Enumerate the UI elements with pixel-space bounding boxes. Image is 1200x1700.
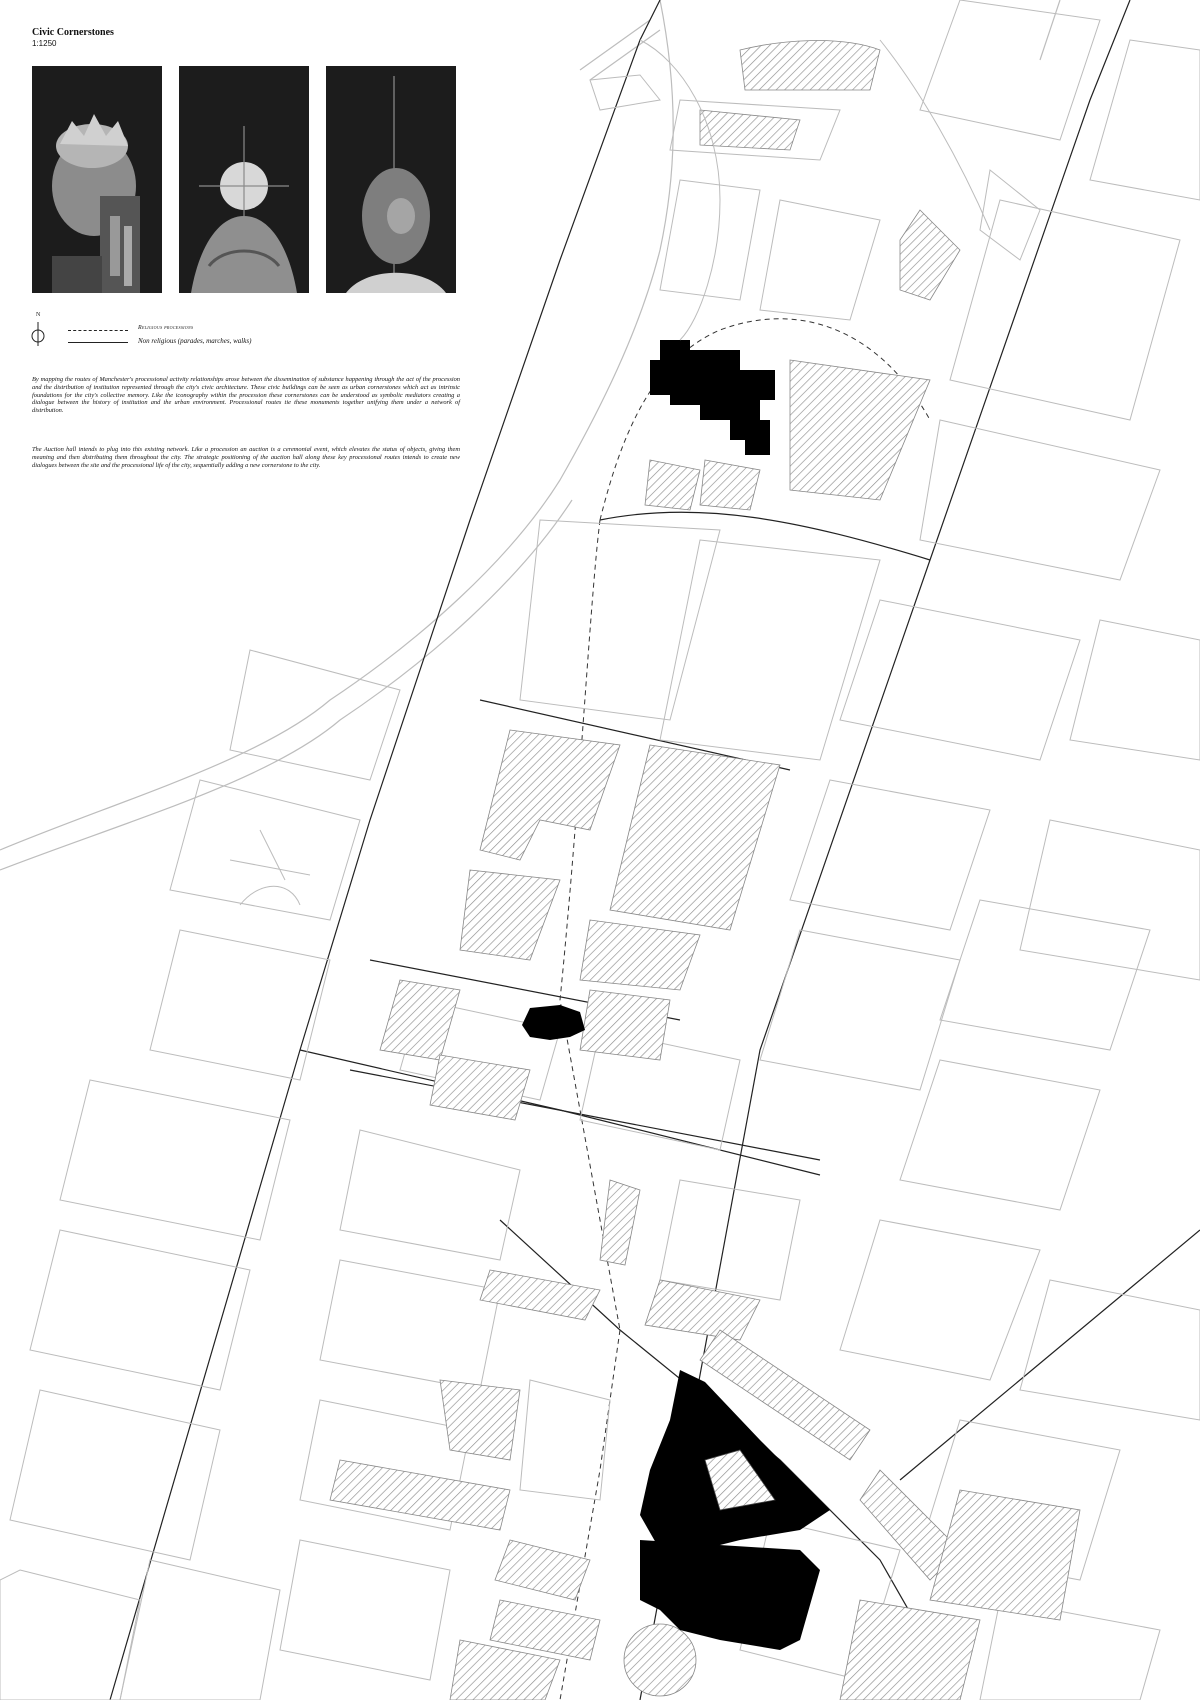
legend-non-religious: Non religious (parades, marches, walks) — [138, 337, 252, 345]
north-arrow-icon — [28, 322, 48, 346]
non-religious-line-symbol — [68, 342, 128, 343]
north-label: N — [36, 312, 41, 318]
cornerstone-buildings — [522, 340, 830, 1650]
photo-portrait-violin — [326, 66, 456, 293]
map-legend — [28, 312, 268, 352]
sheet-title: Civic Cornerstones — [32, 27, 114, 38]
photo-hands-host — [179, 66, 309, 293]
description-paragraph-1: By mapping the routes of Manchester's processional activity relationships arose between the dissemination of substance happening through the act of the procession and the distribution of institution represented through the city's civic architecture. These civic buildings can be seen as urban cornerstones which act as intrinsic foundations for the city's collective memory. Like the iconography within the procession these cornerstones can be understood as symbolic mediators creating a dialogue between the history of institution and the urban environment. Processional routes tie these monuments together unifying them under a network of distribution. — [32, 376, 460, 415]
sheet-scale: 1:1250 — [32, 39, 57, 48]
photo-portrait-crown — [32, 66, 162, 293]
religious-line-symbol — [68, 330, 128, 331]
legend-religious: Religious processions — [138, 325, 194, 331]
description-paragraph-2: The Auction hall intends to plug into this existing network. Like a procession an auction is a ceremonial event, which elevates the status of objects, giving them meaning and then distributing them throughout the city. The strategic positioning of the auction hall along these key processional routes intends to create new dialogues between the site and the processional life of the city, sequentially adding a new cornerstone to the city. — [32, 446, 460, 469]
